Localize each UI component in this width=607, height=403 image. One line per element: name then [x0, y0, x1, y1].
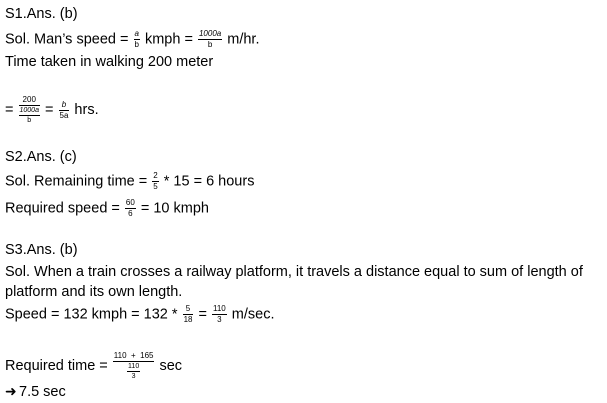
- nested-fraction: [19, 107, 40, 124]
- numerator: b: [61, 99, 67, 109]
- numerator: a: [134, 29, 139, 38]
- text: Sol. Remaining time =: [5, 173, 152, 190]
- numerator: 2: [153, 171, 158, 180]
- text: m/hr.: [223, 31, 260, 48]
- text: m/sec.: [227, 306, 275, 323]
- numerator: 1000a: [198, 29, 222, 38]
- text: =: [40, 101, 58, 118]
- fraction: [59, 101, 70, 120]
- s2-line-remaining: [5, 172, 254, 191]
- denominator: b: [27, 117, 32, 124]
- denominator: 18: [183, 315, 193, 324]
- s1-line-speed: [5, 30, 259, 49]
- denominator: 5a: [59, 110, 69, 120]
- text: hrs.: [70, 101, 99, 118]
- denominator: b: [134, 40, 139, 49]
- fraction: [125, 199, 136, 218]
- s1-line-time: Time taken in walking 200 meter: [5, 54, 214, 70]
- right-arrow-icon: ➜: [5, 383, 17, 399]
- numerator: 1000a: [19, 107, 39, 114]
- denominator: 3: [131, 373, 136, 380]
- fraction: [134, 30, 140, 49]
- fraction: [19, 96, 40, 124]
- text: kmph =: [140, 31, 197, 48]
- s2-answer: S2.Ans. (c): [5, 149, 77, 165]
- s3-line-platform: platform and its own length.: [5, 284, 183, 300]
- text: Speed = 132 kmph = 132 *: [5, 306, 182, 323]
- fraction: [198, 30, 222, 49]
- result-text: 7.5 sec: [19, 384, 66, 400]
- text: = 10 kmph: [136, 200, 209, 217]
- s1-answer: S1.Ans. (b): [5, 6, 78, 22]
- text: sec: [155, 357, 183, 374]
- s3-line-sol: Sol. When a train crosses a railway platform, it travels a distance equal to sum of length of: [5, 264, 583, 280]
- text: Required time =: [5, 357, 112, 374]
- numerator: 200: [22, 95, 36, 104]
- text: Required speed =: [5, 200, 124, 217]
- fraction: [212, 305, 227, 324]
- s3-line-time: [5, 352, 182, 380]
- denominator: b: [207, 40, 213, 49]
- text: * 15 = 6 hours: [159, 173, 255, 190]
- nested-fraction: [127, 363, 140, 380]
- text: =: [5, 101, 18, 118]
- s3-result: [5, 382, 66, 401]
- numerator: 110 + 165: [113, 351, 154, 360]
- numerator: 60: [125, 198, 135, 207]
- denominator: 3: [217, 315, 222, 324]
- s3-answer: S3.Ans. (b): [5, 242, 78, 258]
- s1-line-calc: [5, 96, 99, 124]
- s2-line-speed: [5, 199, 209, 218]
- numerator: 110: [128, 363, 140, 370]
- fraction: [113, 352, 155, 380]
- numerator: 5: [185, 304, 191, 313]
- text: =: [194, 306, 211, 323]
- fraction: [152, 172, 158, 191]
- s3-line-speed: [5, 305, 275, 324]
- denominator: 5: [153, 182, 158, 191]
- denominator: 6: [128, 209, 133, 218]
- numerator: 110: [213, 304, 226, 313]
- fraction: [183, 305, 194, 324]
- text: Sol. Man’s speed =: [5, 31, 133, 48]
